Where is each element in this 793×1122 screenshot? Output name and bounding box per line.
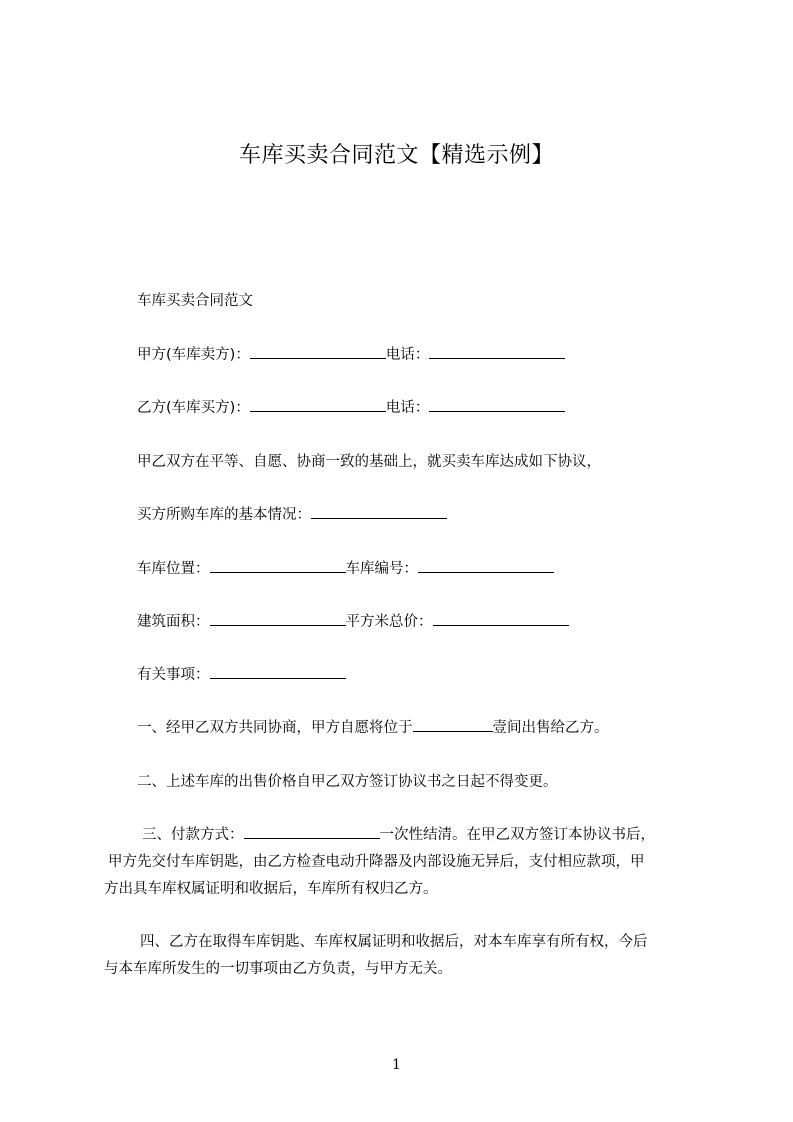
location-blank — [210, 559, 346, 573]
area-blank — [210, 612, 346, 626]
total-price-blank — [433, 612, 569, 626]
related-matters-label: 有关事项： — [137, 667, 210, 683]
clause-4-line-1: 四、乙方在取得车库钥匙、车库权属证明和收据后，对本车库享有所有权，今后 — [140, 934, 648, 950]
related-matters-blank — [210, 665, 346, 679]
party-a-name-blank — [250, 345, 386, 359]
party-b-phone-label: 电话： — [385, 400, 430, 416]
basic-info-label: 买方所购车库的基本情况： — [137, 507, 311, 523]
party-a-phone-blank — [429, 345, 565, 359]
party-a-phone-label: 电话： — [385, 347, 430, 363]
party-b-phone-blank — [429, 398, 565, 412]
party-b-label: 乙方(车库买方)： — [137, 400, 250, 416]
clause-3-prefix: 三、付款方式： — [142, 827, 244, 843]
agreement-intro: 甲乙双方在平等、自愿、协商一致的基础上，就买卖车库达成如下协议， — [137, 454, 601, 470]
payment-method-blank — [244, 825, 380, 839]
clause-3-line-2: 甲方先交付车库钥匙，由乙方检查电动升降器及内部设施无异后，支付相应款项，甲 — [108, 854, 645, 870]
basic-info-row — [137, 505, 447, 525]
party-a-label: 甲方(车库卖方)： — [137, 347, 250, 363]
related-matters-row — [137, 665, 346, 685]
clause-4-line-2: 与本车库所发生的一切事项由乙方负责，与甲方无关。 — [104, 961, 452, 977]
party-a-row — [137, 345, 565, 365]
clause-1-prefix: 一、经甲乙双方共同协商，甲方自愿将位于 — [137, 720, 413, 736]
area-row — [137, 612, 569, 632]
party-b-name-blank — [250, 398, 386, 412]
clause-1-suffix: 壹间出售给乙方。 — [492, 720, 609, 736]
party-b-row — [137, 398, 565, 418]
clause-1-location-blank — [413, 718, 493, 732]
basic-info-blank — [311, 505, 447, 519]
clause-3-line-1 — [142, 825, 655, 845]
area-label: 建筑面积： — [137, 614, 210, 630]
garage-number-blank — [418, 559, 554, 573]
clause-2: 二、上述车库的出售价格自甲乙双方签订协议书之日起不得变更。 — [137, 774, 558, 790]
clause-1 — [137, 718, 609, 738]
location-label: 车库位置： — [137, 561, 210, 577]
garage-number-label: 车库编号： — [345, 561, 418, 577]
location-row — [137, 559, 554, 579]
document-title: 车库买卖合同范文【精选示例】 — [238, 143, 554, 168]
contract-subtitle: 车库买卖合同范文 — [137, 293, 253, 309]
clause-3-line-3: 方出具车库权属证明和收据后，车库所有权归乙方。 — [104, 881, 438, 897]
page-number: 1 — [392, 1057, 401, 1073]
total-price-label: 平方米总价： — [345, 614, 433, 630]
clause-3-line-1-suffix: 一次性结清。在甲乙双方签订本协议书后， — [379, 827, 655, 843]
